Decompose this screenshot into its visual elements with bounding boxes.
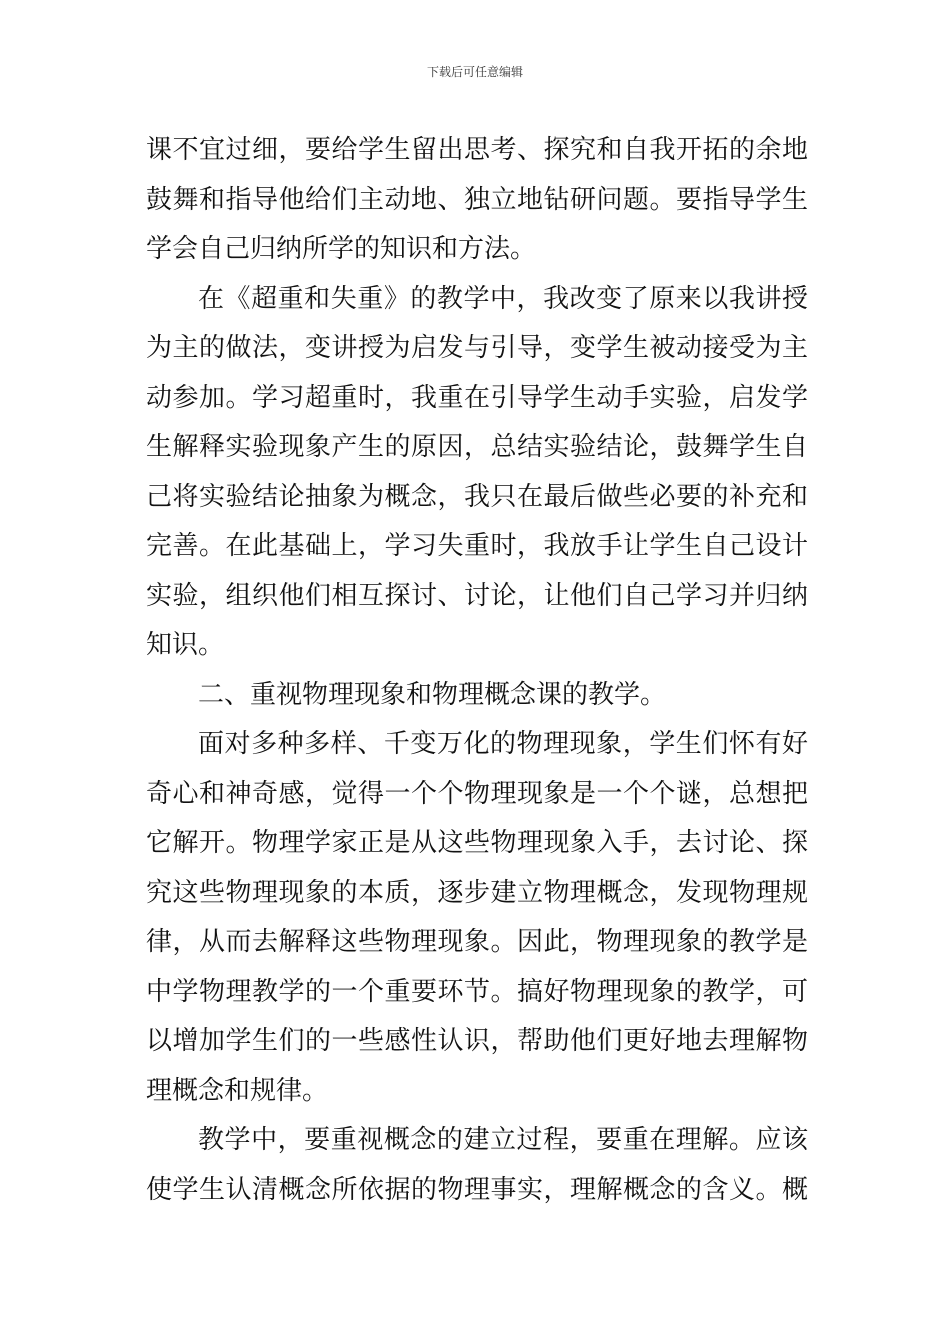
text-line: 学会自己归纳所学的知识和方法。 bbox=[146, 234, 537, 264]
section-heading: 二、重视物理现象和物理概念课的教学。 bbox=[198, 679, 667, 710]
paragraph-first-line: 面对多种多样、千变万化的物理现象，学生们怀有好 bbox=[198, 729, 808, 759]
paragraph-first-line: 在《超重和失重》的教学中，我改变了原来以我讲授 bbox=[198, 283, 808, 314]
text-line: 使学生认清概念所依据的物理事实，理解概念的含义。概 bbox=[146, 1174, 808, 1205]
text-line: 奇心和神奇感，觉得一个个物理现象是一个个谜，总想把 bbox=[146, 778, 808, 809]
text-line: 为主的做法，变讲授为启发与引导，变学生被动接受为主 bbox=[146, 333, 808, 363]
body-text bbox=[146, 126, 808, 1215]
text-line: 究这些物理现象的本质，逐步建立物理概念，发现物理规 bbox=[146, 877, 808, 908]
text-line: 理概念和规律。 bbox=[146, 1075, 329, 1106]
text-line: 实验，组织他们相互探讨、讨论，让他们自己学习并归纳 bbox=[146, 580, 808, 611]
text-line: 完善。在此基础上，学习失重时，我放手让学生自己设计 bbox=[146, 531, 808, 561]
text-line: 知识。 bbox=[146, 630, 225, 660]
text-line: 鼓舞和指导他给们主动地、独立地钻研问题。要指导学生 bbox=[146, 184, 808, 215]
text-line: 生解释实验现象产生的原因，总结实验结论，鼓舞学生自 bbox=[146, 432, 808, 462]
text-line: 课不宜过细，要给学生留出思考、探究和自我开拓的余地 bbox=[146, 135, 808, 165]
page-header: 下载后可任意编辑 bbox=[426, 65, 523, 79]
text-line: 中学物理教学的一个重要环节。搞好物理现象的教学，可 bbox=[146, 976, 808, 1007]
text-line: 己将实验结论抽象为概念，我只在最后做些必要的补充和 bbox=[146, 481, 808, 512]
text-line: 律，从而去解释这些物理现象。因此，物理现象的教学是 bbox=[146, 927, 808, 957]
text-line: 动参加。学习超重时，我重在引导学生动手实验，启发学 bbox=[146, 382, 808, 413]
text-line: 它解开。物理学家正是从这些物理现象入手，去讨论、探 bbox=[146, 828, 808, 858]
paragraph-first-line: 教学中，要重视概念的建立过程，要重在理解。应该 bbox=[198, 1125, 808, 1155]
text-line: 以增加学生们的一些感性认识，帮助他们更好地去理解物 bbox=[146, 1026, 808, 1056]
